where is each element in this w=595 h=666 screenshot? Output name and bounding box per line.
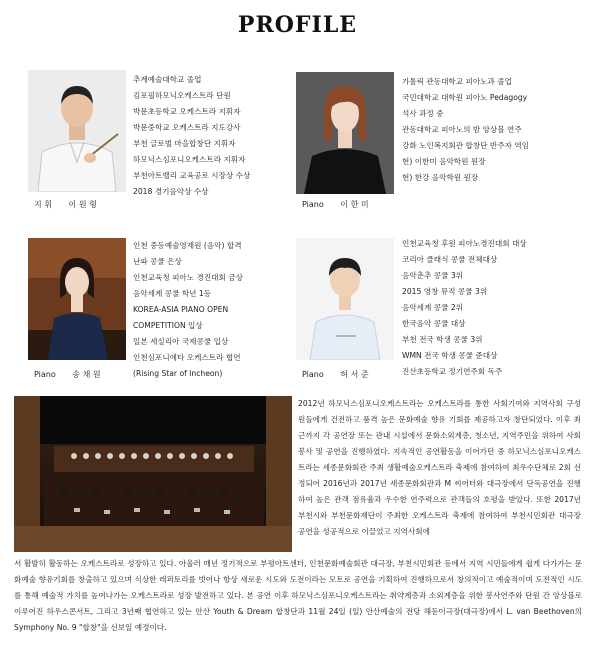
conductor-name: 이 원 형 — [68, 200, 97, 209]
pianist-heo-bio — [402, 236, 527, 380]
bio-line: 진산초등학교 정기연주회 독주 — [402, 367, 503, 376]
pianist-lee-photo — [296, 72, 394, 194]
page-title: PROFILE — [237, 12, 358, 38]
bio-line: 하모닉스심포니오케스트라 지휘자 — [133, 155, 246, 164]
bio-line: 음악춘추 콩쿨 3위 — [402, 271, 464, 280]
orchestra-concert-photo — [14, 396, 292, 552]
conductor-caption — [34, 199, 97, 210]
bio-line: 부천아트밸리 교육공로 시장상 수상 — [133, 171, 251, 180]
bio-line: COMPETITION 입상 — [133, 321, 203, 330]
bio-line: 국민대학교 대학원 피아노 Pedagogy — [402, 93, 528, 102]
pianist-song-bio — [133, 238, 243, 382]
pianist-heo-caption — [302, 369, 369, 380]
conductor-photo — [28, 70, 126, 192]
orchestra-story-continued: 서 활발히 활동하는 오케스트라로 성장하고 있다. 아울러 매년 정기적으로 부평아트센터, 인천문화예술회관 대극장, 부천시민회관 등에서 지역 시민들에게 쉽게 다가가는 문화예술 향유기회를 창출하고 있으며 식상한 레퍼토리를 벗어나 항상 새로운 시도와 도전이라는 모토로 공연을 기획하여 진행하므로서 창의적이고 예술적이며 도전적인 시도를 통해 예술적 가치를 높여나가는 오케스트라로 성장 발전하고 있다. 본 공연 이후 하모닉스심포니오케스트라는 취약계층과 소외계층을 위한 봉사연주와 단원 간 앙상블로 이루어진 하우스콘서트, 그리고 3년째 협연하고 있는 안산 Youth & Dream 합창단과 11월 24일 (일) 안산예술의 전당 해돋이극장(대극장)에서 L. van Beethoven의 Symphony No. 9 "합창"을 선보일 예정이다. — [14, 559, 583, 632]
pianist-song-role: Piano — [34, 370, 56, 379]
bio-line: (Rising Star of Incheon) — [133, 369, 223, 378]
bio-line: 추계예술대학교 졸업 — [133, 75, 202, 84]
bio-line: 코리아 클래식 콩쿨 전체대상 — [402, 255, 498, 264]
bio-line: 김포필하모닉오케스트라 단원 — [133, 91, 231, 100]
pianist-song-caption — [34, 369, 101, 380]
bio-line: 석사 과정 중 — [402, 109, 444, 118]
pianist-lee-caption — [302, 199, 369, 210]
bio-line: 2015 영창 뮤직 콩쿨 3위 — [402, 287, 488, 296]
bio-line: KOREA-ASIA PIANO OPEN — [133, 305, 229, 314]
bio-line: 음악세계 콩쿨 학년 1등 — [133, 289, 212, 298]
bio-line: 현) 이한미 음악학원 원장 — [402, 157, 486, 166]
bio-line: 일본 세실리아 국제콩쿨 입상 — [133, 337, 229, 346]
bio-line: 인천교육청 후원 피아노경진대회 대상 — [402, 239, 527, 248]
bio-line: 가톨릭 관동대학교 피아노과 졸업 — [402, 77, 512, 86]
pianist-lee-bio — [402, 74, 529, 186]
orchestra-story-right: 2012년 하모닉스심포니오케스트라는 오케스트라를 통한 사회기여와 지역사회 구성원들에게 건전하고 품격 높은 문화예술 향유 기회를 제공하고자 창단되었다. 이후 최근까지 각 공연장 또는 관내 시설에서 문화소외계층, 청소년, 지역주민을 위하여 사회봉사 및 공연을 진행하였다. 지속적인 공연활동을 이어가던 중 하모닉스심포니오케스트라는 세종문화회관 주최 생활예술오케스트라 축제에 참여하여 최우수단체로 2회 선정되어 2016년과 2017년 세종문화회관과 M 씨어터와 대극장에서 단독공연을 진행하여 높은 관객 점유율과 우수한 연주력으로 관객들의 호평을 받았다. 또한 2017년 부천시와 부천문화재단이 주최한 오케스트라 축제에 참여하여 부천시민회관 대극장 공연을 성공적으로 이끌었고 지역사회에 — [298, 399, 581, 536]
bio-line: 인천심포니에타 오케스트라 협연 — [133, 353, 241, 362]
bio-line: 관동대학교 피아노의 밤 앙상블 연주 — [402, 125, 522, 134]
bio-line: 강화 노인복지회관 합창단 반주자 역임 — [402, 141, 530, 150]
bio-line: WMN 전국 학생 콩쿨 준대상 — [402, 351, 498, 360]
bio-line: 인천 중등예술영재원 (음악) 합격 — [133, 241, 242, 250]
pianist-heo-photo — [296, 238, 394, 360]
pianist-song-name: 송 채 원 — [72, 370, 101, 379]
bio-line: 인천교육청 피아노 경진대회 금상 — [133, 273, 243, 282]
pianist-lee-role: Piano — [302, 200, 324, 209]
bio-line: 음악세계 콩쿨 2위 — [402, 303, 464, 312]
bio-line: 박문초등학교 오케스트라 지휘자 — [133, 107, 241, 116]
bio-line: 박문중학교 오케스트라 지도강사 — [133, 123, 241, 132]
pianist-song-photo — [28, 238, 126, 360]
bio-line: 현) 한강 음악학원 원장 — [402, 173, 479, 182]
bio-line: 부천 글로벌 마을합창단 지휘자 — [133, 139, 236, 148]
conductor-role: 지 휘 — [34, 200, 52, 209]
bio-line: 한국음악 콩쿨 대상 — [402, 319, 466, 328]
pianist-heo-name: 허 서 준 — [340, 370, 369, 379]
bio-line: 2018 경기음악상 수상 — [133, 187, 209, 196]
pianist-lee-name: 이 한 미 — [340, 200, 369, 209]
conductor-bio — [133, 72, 250, 200]
bio-line: 부천 전국 학생 콩쿨 3위 — [402, 335, 483, 344]
bio-line: 난파 콩쿨 은상 — [133, 257, 182, 266]
pianist-heo-role: Piano — [302, 370, 324, 379]
